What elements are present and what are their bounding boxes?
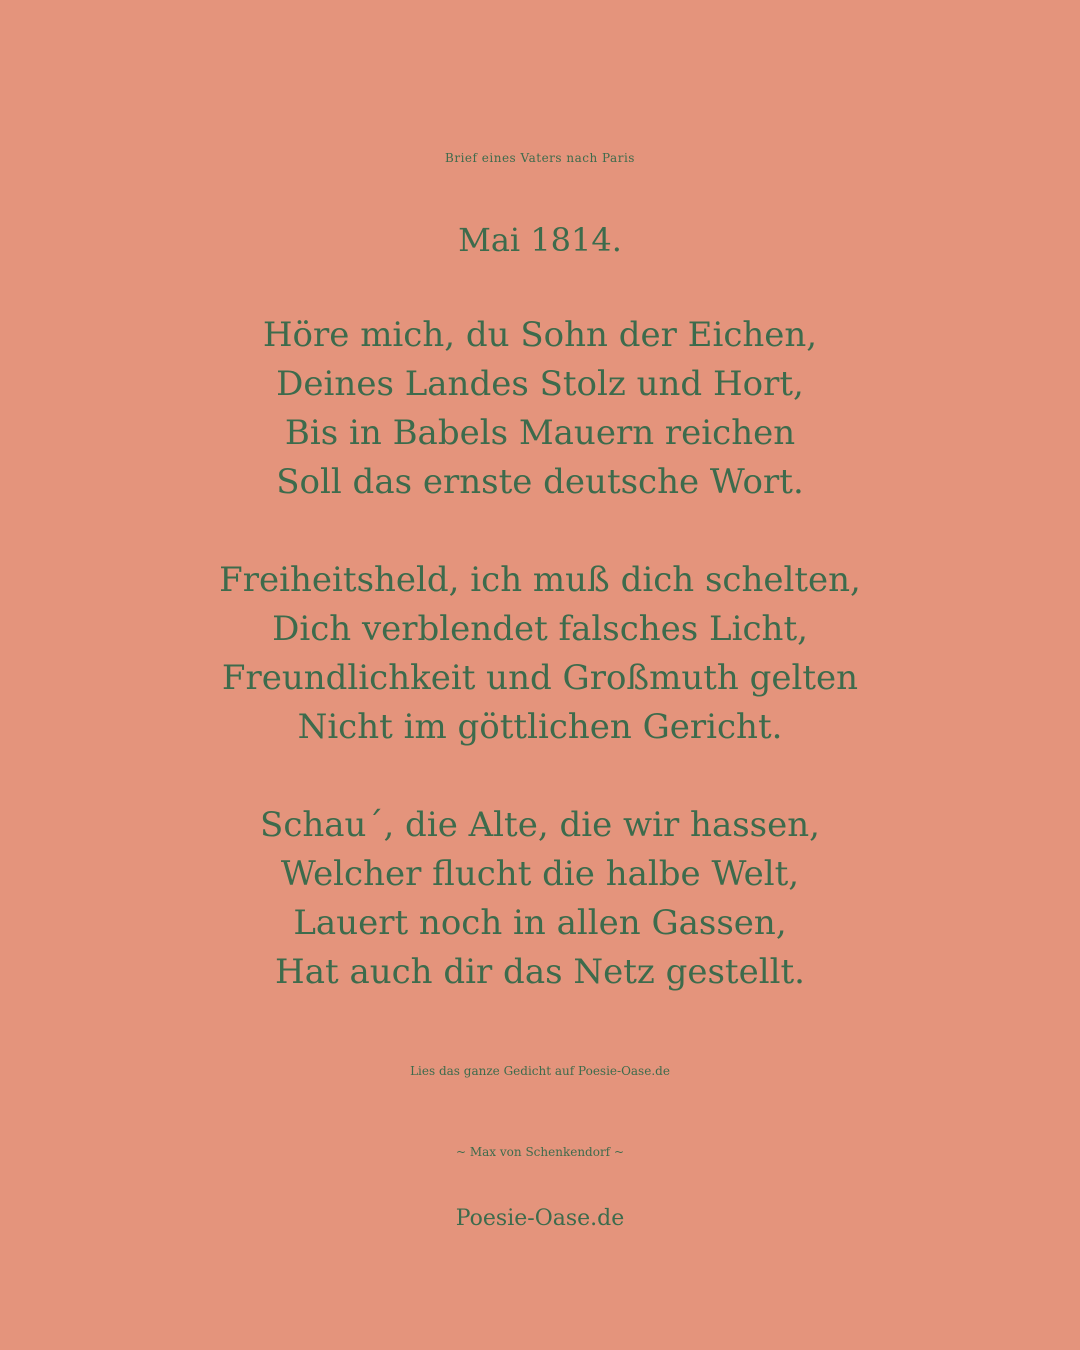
poem-line: Deines Landes Stolz und Hort,	[276, 364, 804, 404]
poem-title: Brief eines Vaters nach Paris	[445, 151, 635, 165]
poem-line: Bis in Babels Mauern reichen	[284, 413, 796, 453]
poem-line: Freundlichkeit und Großmuth gelten	[221, 658, 859, 698]
poem-line: Nicht im göttlichen Gericht.	[297, 707, 783, 747]
poem-date: Mai 1814.	[458, 221, 622, 259]
stanza	[0, 801, 1080, 997]
poem-line: Hat auch dir das Netz gestellt.	[275, 952, 805, 992]
poem-line: Dich verblendet falsches Licht,	[272, 609, 808, 649]
poem-line: Höre mich, du Sohn der Eichen,	[262, 315, 818, 355]
poem-line: Welcher flucht die halbe Welt,	[280, 854, 800, 894]
stanza	[0, 556, 1080, 752]
poem-line: Soll das ernste deutsche Wort.	[276, 462, 804, 502]
poem-line: Schau´, die Alte, die wir hassen,	[260, 805, 820, 845]
poem-line: Lauert noch in allen Gassen,	[293, 903, 787, 943]
site-watermark: Poesie-Oase.de	[455, 1206, 625, 1231]
poem-line: Freiheitsheld, ich muß dich schelten,	[219, 560, 861, 600]
stanza	[0, 311, 1080, 507]
read-full-poem-text: Lies das ganze Gedicht auf Poesie-Oase.de	[410, 1064, 670, 1078]
poem-author: ~ Max von Schenkendorf ~	[456, 1145, 624, 1159]
